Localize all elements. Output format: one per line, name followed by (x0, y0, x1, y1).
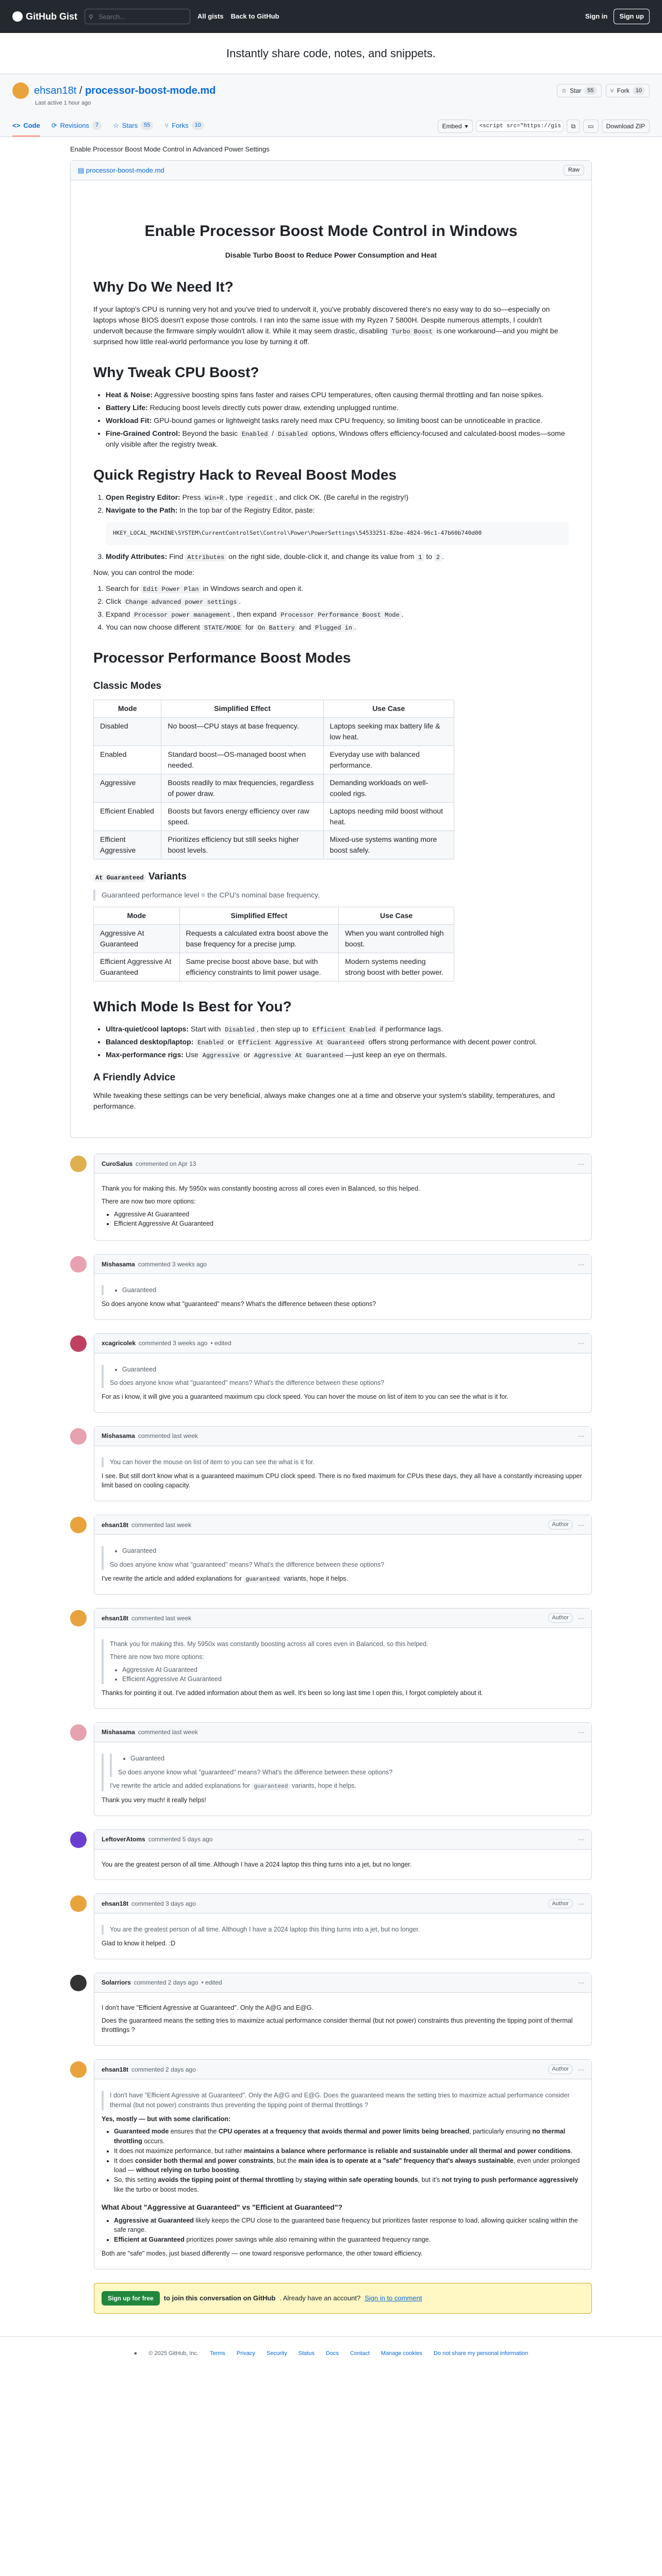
more-options-icon[interactable]: ··· (578, 1900, 584, 1907)
comment-author[interactable]: ehsan18t (102, 1614, 129, 1622)
code-icon: <> (12, 121, 21, 129)
revisions-icon: ⟳ (51, 121, 57, 129)
footer-terms[interactable]: Terms (209, 2350, 225, 2357)
paragraph-control: Now, you can control the mode: (93, 568, 195, 577)
avatar[interactable] (70, 1724, 87, 1741)
top-nav (0, 0, 662, 33)
comment-author[interactable]: Mishasama (102, 1260, 135, 1268)
author-badge: Author (548, 1520, 573, 1530)
comment: Solarriors commented 2 days ago • edited ··· I don't have "Efficient Agressive at Guaranteed". Only the A@G and E@G. Does the guaranteed means the setting tries to maximize actual performance consider thermal (but not power) constraints thus preventing the tipping point of thermal throttlings ? (70, 1973, 592, 2046)
heading-registry: Quick Registry Hack to Reveal Boost Modes (93, 467, 397, 483)
avatar[interactable] (70, 1832, 87, 1848)
tab-revisions[interactable]: ⟳ Revisions 7 (52, 116, 102, 137)
gist-tabs (12, 116, 650, 137)
comments-section (70, 1154, 592, 2269)
list-item: 3. Expand Processor power management , then expand Processor Performance Boost Mode . (106, 609, 569, 620)
comment-author[interactable]: xcagricolek (102, 1340, 136, 1347)
list-item: • Ultra-quiet/cool laptops: Start with Disabled , then step up to Efficient Enabled if performance lags. (106, 1024, 569, 1035)
table-row: Efficient Aggressive At Guaranteed Same precise boost above base, but with efficiency constraints to limit power usage. Modern systems needing strong boost with better power. (94, 953, 454, 981)
star-button[interactable]: ☆ Star 55 (557, 84, 602, 97)
footer-docs[interactable]: Docs (325, 2350, 339, 2357)
best-list (106, 1024, 569, 1060)
footer-status[interactable]: Status (298, 2350, 315, 2357)
avatar[interactable] (70, 1156, 87, 1172)
list-item: • Battery Life: Reducing boost levels directly cuts power draw, extending unplugged runtime. (106, 402, 569, 413)
footer-contact[interactable]: Contact (350, 2350, 370, 2357)
comment: ehsan18t commented 3 days ago Author ··· You are the greatest person of all time. Although I have a 2024 laptop this thing turns into a jet, but no longer. Glad to know it helped. :D (70, 1893, 592, 1959)
comment: Mishasama commented last week ··· You can hover the mouse on list of item to you can see the what is it for. I see. But still don't know what is a guaranteed maximum CPU clock speed. There is no fixed maximum for CPUs these days, they all have a constantly increasing upper limit based on cooling capacity. (70, 1426, 592, 1501)
signup-banner: Instantly share code, notes, and snippets. (0, 33, 662, 74)
avatar[interactable] (70, 1256, 87, 1273)
heading-modes: Processor Performance Boost Modes (93, 649, 351, 666)
list-item: • Heat & Noise: Aggressive boosting spins fans faster and raises CPU temperatures, often causing thermal throttling and fan noise spikes. (106, 389, 569, 400)
avatar[interactable] (70, 1610, 87, 1626)
file-box (70, 160, 592, 1138)
nav-back-to-github[interactable]: Back to GitHub (230, 12, 279, 21)
gist-description: Enable Processor Boost Mode Control in Advanced Power Settings (70, 145, 270, 153)
comment: ehsan18t commented last week Author ··· • Guaranteed So does anyone know what "guaranteed" means? What's the difference between these options? I've rewrite the article and added explanations for guaranteed variants, hope it helps. (70, 1515, 592, 1595)
comment-author[interactable]: Mishasama (102, 1432, 135, 1440)
avatar[interactable] (70, 1895, 87, 1912)
nav-all-gists[interactable]: All gists (197, 12, 224, 21)
comment-author[interactable]: ehsan18t (102, 1521, 129, 1529)
tab-forks[interactable]: ⑂ Forks 10 (164, 116, 204, 137)
footer: ● © 2025 GitHub, Inc. Terms Privacy Security Status Docs Contact Manage cookies Do not share my personal information (0, 2336, 662, 2379)
list-item: 4. You can now choose different STATE/MODE for On Battery and Plugged in . (106, 622, 569, 633)
list-item: • Balanced desktop/laptop: Enabled or Efficient Aggressive At Guaranteed offers strong performance with decent power control. (106, 1037, 569, 1047)
avatar[interactable] (70, 2061, 87, 2078)
table-row: Efficient Enabled Boosts but favors energy efficiency over raw speed. Laptops needing mild boost without heat. (94, 803, 454, 831)
heading-advice: A Friendly Advice (93, 1072, 176, 1083)
heading-guaranteed: At Guaranteed Variants (93, 870, 569, 885)
more-options-icon[interactable]: ··· (578, 1728, 584, 1736)
footer-security[interactable]: Security (266, 2350, 287, 2357)
join-conversation-bar: Sign up for free to join this conversation on GitHub . Already have an account? Sign in to comment (94, 2283, 592, 2314)
more-options-icon[interactable]: ··· (578, 1260, 584, 1268)
control-steps (106, 583, 569, 633)
comment-author[interactable]: CuroSalus (102, 1160, 133, 1167)
file-icon: ▤ (78, 166, 86, 174)
star-icon: ☆ (113, 121, 119, 129)
list-item: 2. Navigate to the Path: In the top bar of the Registry Editor, paste: HKEY_LOCAL_MACHINE\SYSTEM\CurrentControlSet\Control\Power\PowerSettings\54533251-82be-4824-96c1-47b60b740d00 (106, 505, 569, 545)
file-header (71, 161, 591, 180)
comment: xcagricolek commented 3 weeks ago • edited ··· • Guaranteed So does anyone know what "guaranteed" means? What's the difference between these options? For as i know, it will give you a guaranteed maximum cpu clock speed. You can hover the mouse on list of item to you can see the what is it for. (70, 1333, 592, 1413)
file-name-link[interactable]: ▤ processor-boost-mode.md (78, 166, 164, 174)
comment-author[interactable]: LeftoverAtoms (102, 1836, 145, 1843)
embed-select[interactable]: Embed ▾ (438, 120, 473, 133)
gist-title: ehsan18t / processor-boost-mode.md (34, 85, 216, 96)
table-row: Efficient Aggressive Prioritizes efficiency but still seeks higher boost levels. Mixed-use systems wanting more boost safely. (94, 831, 454, 859)
fork-icon: ⑂ (164, 121, 169, 129)
sign-in-to-comment-link[interactable]: Sign in to comment (365, 2294, 422, 2302)
more-options-icon[interactable]: ··· (578, 1836, 584, 1843)
github-mark-icon (12, 11, 23, 22)
paragraph-why: If your laptop's CPU is running very hot and you've tried to undervolt it, you've probably discovered there's no easy way to do so—especially on laptops whose BIOS doesn't expose those controls. I ran into the same issue with my Ryzen 7 5800H. Despite numerous attempts, I couldn't undervolt because the firmware simply wouldn't allow it. While it may seem drastic, disabling Turbo Boost is one workaround—and you might be surprised how little real-world performance you lose by turning it off. (93, 305, 558, 346)
author-badge: Author (548, 1899, 573, 1909)
tweak-list (106, 389, 569, 450)
star-icon: ☆ (561, 87, 567, 94)
table-row: Aggressive Boosts readily to max frequencies, regardless of power draw. Demanding workloads on well-cooled rigs. (94, 774, 454, 803)
search-icon: ⚲ (89, 13, 93, 21)
sign-up-button[interactable]: Sign up (614, 9, 650, 24)
desktop-button[interactable] (583, 120, 598, 133)
tab-code[interactable]: <> Code (12, 116, 40, 137)
copy-button[interactable] (567, 120, 581, 133)
comment: CuroSalus commented on Apr 13 ··· Thank you for making this. My 5950x was constantly boosting across all cores even in Balanced, so this helped. There are now two more options: • Aggressive At Guaranteed • Efficient Aggressive At Guaranteed (70, 1154, 592, 1241)
list-item: • Workload Fit: GPU-bound games or lightweight tasks rarely need max CPU frequency, so limiting boost can be unnoticeable in practice. (106, 415, 569, 426)
comment-author[interactable]: ehsan18t (102, 2065, 129, 2073)
fork-button[interactable]: ⑂ Fork 10 (606, 84, 650, 97)
more-options-icon[interactable]: ··· (578, 1521, 584, 1529)
article-subtitle: Disable Turbo Boost to Reduce Power Consumption and Heat (225, 251, 437, 259)
avatar[interactable] (70, 1428, 87, 1445)
footer-privacy[interactable]: Privacy (236, 2350, 255, 2357)
last-active: Last active 1 hour ago (35, 100, 91, 106)
avatar[interactable] (70, 1517, 87, 1533)
more-options-icon[interactable]: ··· (578, 1614, 584, 1622)
heading-why: Why Do We Need It? (93, 279, 234, 295)
guaranteed-table: Mode Simplified Effect Use Case Aggressive At Guaranteed Requests a calculated extra boost above the base frequency for a precise jump. When you want controlled high boost. Efficient Aggressive At Guaranteed Same precise boost above base, but with efficiency constraints to limit power usage. Modern systems needing strong boost with better power. (93, 907, 454, 981)
table-row: Enabled Standard boost—OS-managed boost when needed. Everyday use with balanced performance. (94, 746, 454, 774)
comment: Mishasama commented 3 weeks ago ··· • Guaranteed So does anyone know what "guaranteed" means? What's the difference between these options? (70, 1254, 592, 1320)
more-options-icon[interactable]: ··· (578, 1432, 584, 1440)
comment: ehsan18t commented last week Author ··· Thank you for making this. My 5950x was constantly boosting across all cores even in Balanced, so this helped. There are now two more options: • Aggressive At Guaranteed • Efficient Aggressive At Guaranteed Thanks for pointing it out. I've added information about them as well. It's been so long last time I open this, I forgot completely about it. (70, 1608, 592, 1709)
list-item: 1. Open Registry Editor: Press Win+R , type regedit , and click OK. (Be careful in the registry!) (106, 492, 569, 503)
gist-logo[interactable]: GitHub Gist (12, 10, 77, 24)
gist-name-link[interactable]: processor-boost-mode.md (85, 85, 216, 96)
raw-button[interactable]: Raw (564, 165, 584, 176)
gist-header (0, 74, 662, 137)
fork-icon: ⑂ (610, 87, 614, 94)
footer-cookies[interactable]: Manage cookies (380, 2350, 423, 2357)
classic-modes-table: Mode Simplified Effect Use Case Disabled No boost—CPU stays at base frequency. Laptops seeking max battery life & low heat. Enabled Standard boost—OS-managed boost when needed. Everyday use with balanced performance. Aggressive Boosts readily to max frequencies, regardless of power draw. Demanding workloads on well-cooled rigs. Efficient Enabled Boosts but favors energy efficiency over raw speed. Laptops needing mild boost without heat. Efficient Aggressive Prioritizes efficiency but still seeks higher boost levels. Mixed-use systems wanting more boost safely. (93, 700, 454, 859)
tab-stars[interactable]: ☆ Stars 55 (113, 116, 153, 137)
sign-in-link[interactable]: Sign in (585, 12, 608, 21)
owner-link[interactable]: ehsan18t (34, 85, 77, 96)
owner-avatar[interactable] (12, 82, 29, 99)
comment-author[interactable]: Mishasama (102, 1728, 135, 1736)
github-mark-icon: ● (134, 2350, 138, 2357)
more-options-icon[interactable]: ··· (578, 2065, 584, 2073)
more-options-icon[interactable]: ··· (578, 1979, 584, 1987)
comment-author[interactable]: Solarriors (102, 1979, 131, 1987)
sign-up-free-button[interactable]: Sign up for free (102, 2291, 160, 2306)
heading-classic: Classic Modes (93, 680, 161, 691)
comment: ehsan18t commented 2 days ago Author ··· I don't have "Efficient Agressive at Guaranteed". Only the A@G and E@G. Does the guaranteed means the setting tries to maximize actual performance consider thermal (but not power) constraints thus preventing the tipping point of thermal throttlings ? Yes, mostly — but with some clarification: • Guaranteed mode ensures that the CPU operates at a frequency that avoids thermal and power limits being breached, particularly ensuring no thermal throttling occurs. • It does not maximize performance, but rather maintains a balance where performance is reliable and sustainable under all thermal and power conditions. • It does consider both thermal and power constraints, but the main idea is to operate at a "safe" frequency that's always sustainable, even under prolonged load — without relying on turbo boosting. • So, this setting avoids the tipping point of thermal throttling by staying within safe operating bounds, but it's not trying to push performance aggressively like the turbo or boost modes. What About "Aggressive at Guaranteed" vs "Efficient at Guaranteed"? • Aggressive at Guaranteed likely keeps the CPU close to the guaranteed base frequency but prioritizes faster response to load, allowing quicker scaling within the safe range. • Efficient at Guaranteed prioritizes power savings while also remaining within the guaranteed frequency range. Both are "safe" modes, just biased differently — one toward responsive performance, the other toward efficiency. (70, 2059, 592, 2269)
embed-url-field[interactable]: <script src="https://gis (476, 121, 564, 132)
copy-icon: ⧉ (571, 122, 576, 130)
registry-steps (106, 492, 569, 562)
markdown-body (71, 180, 591, 1138)
comment: LeftoverAtoms commented 5 days ago ··· You are the greatest person of all time. Although I have a 2024 laptop this thing turns into a jet, but no longer. (70, 1829, 592, 1880)
heading-tweak: Why Tweak CPU Boost? (93, 364, 259, 380)
comment-author[interactable]: ehsan18t (102, 1900, 129, 1907)
more-options-icon[interactable]: ··· (578, 1340, 584, 1347)
desktop-icon: ▭ (588, 122, 594, 130)
heading-best: Which Mode Is Best for You? (93, 998, 292, 1014)
list-item: • Fine-Grained Control: Beyond the basic Enabled / Disabled options, Windows offers efficiency-focused and calculated-boost modes—some only visible after the registry tweak. (106, 428, 569, 450)
chevron-down-icon: ▾ (465, 122, 468, 130)
avatar[interactable] (70, 1975, 87, 1991)
article-title: Enable Processor Boost Mode Control in Windows (144, 223, 518, 240)
footer-do-not-share[interactable]: Do not share my personal information (434, 2350, 528, 2357)
search-input[interactable] (85, 9, 190, 24)
author-badge: Author (548, 2064, 573, 2074)
download-zip-button[interactable]: Download ZIP (602, 120, 650, 133)
list-item: 3. Modify Attributes: Find Attributes on the right side, double-click it, and change its value from 1 to 2 . (106, 551, 569, 562)
avatar[interactable] (70, 1335, 87, 1352)
table-row: Aggressive At Guaranteed Requests a calculated extra boost above the base frequency for a precise jump. When you want controlled high boost. (94, 924, 454, 953)
guaranteed-quote: Guaranteed performance level = the CPU's nominal base frequency. (93, 890, 569, 901)
list-item: 1. Search for Edit Power Plan in Windows search and open it. (106, 583, 569, 594)
table-row: Disabled No boost—CPU stays at base frequency. Laptops seeking max battery life & low heat. (94, 718, 454, 746)
list-item: • Max-performance rigs: Use Aggressive or Aggressive At Guaranteed —just keep an eye on thermals. (106, 1049, 569, 1060)
list-item: 2. Click Change advanced power settings . (106, 596, 569, 607)
registry-path-code[interactable]: HKEY_LOCAL_MACHINE\SYSTEM\CurrentControlSet\Control\Power\PowerSettings\54533251-82be-4824-96c1-47b60b740d00 (106, 522, 569, 545)
more-options-icon[interactable]: ··· (578, 1160, 584, 1167)
author-badge: Author (548, 1613, 573, 1623)
paragraph-advice: While tweaking these settings can be very beneficial, always make changes one at a time and observe your system's stability, temperatures, and performance. (93, 1091, 555, 1110)
comment: Mishasama commented last week ··· • Guaranteed So does anyone know what "guaranteed" means? What's the difference between these options? I've rewrite the article and added explanations for guaranteed variants, hope it helps. Thank you very much! it really helps! (70, 1722, 592, 1816)
